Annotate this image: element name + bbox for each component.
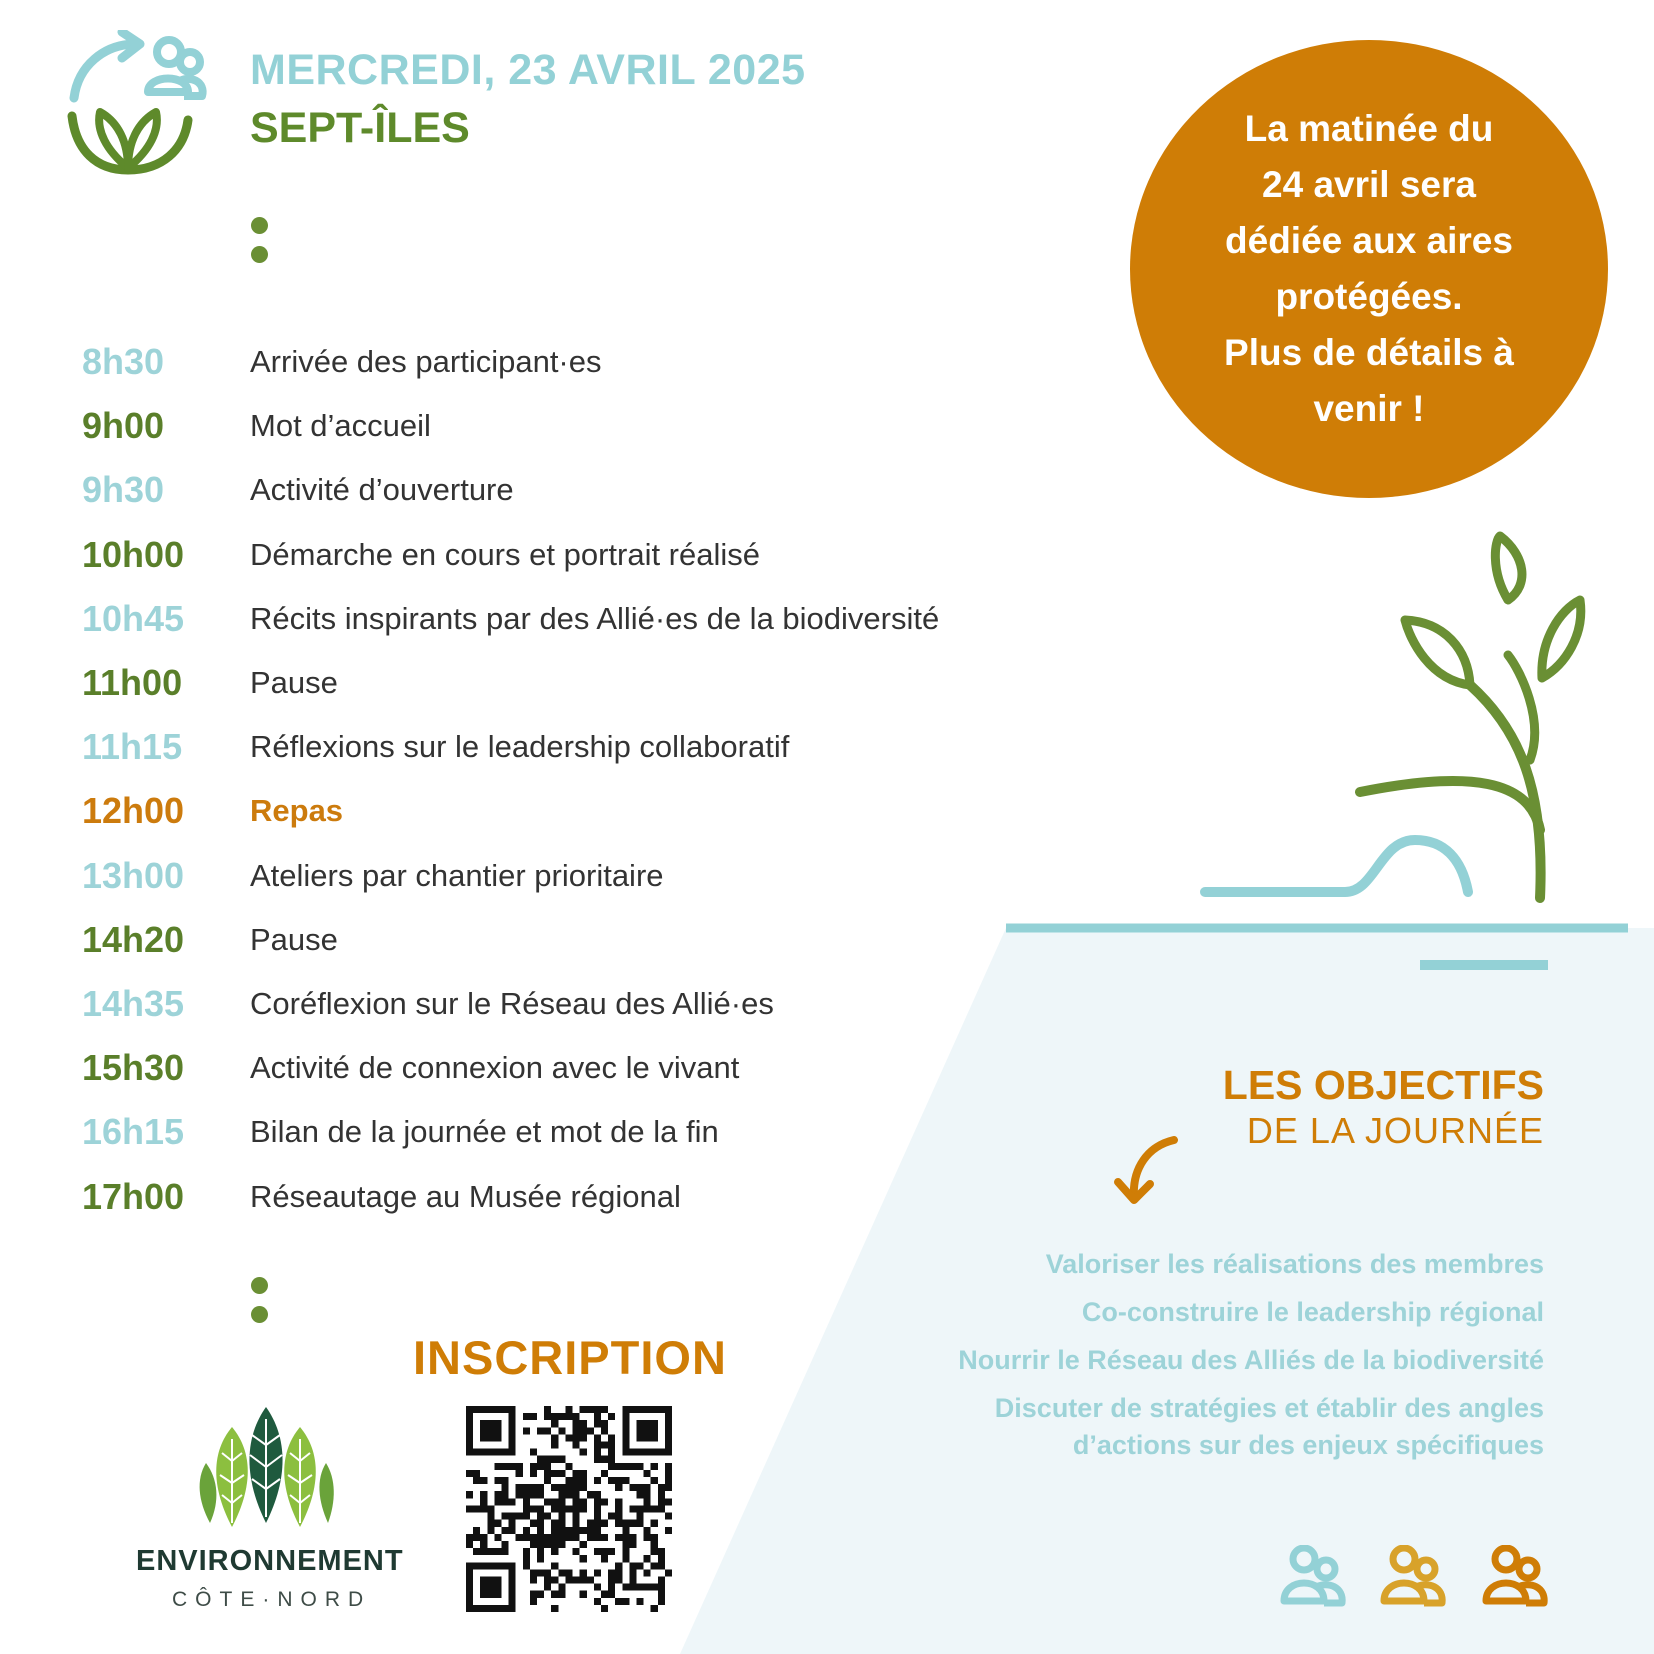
activity: Mot d’accueil — [250, 408, 431, 444]
notice-line: venir ! — [1313, 388, 1425, 429]
schedule — [82, 330, 1042, 1229]
objectives-title: LES OBJECTIFS — [1222, 1062, 1544, 1108]
activity: Pause — [250, 665, 338, 701]
notice-line: protégées. — [1275, 276, 1463, 317]
time: 9h30 — [82, 469, 165, 511]
schedule-row — [82, 1036, 1042, 1100]
schedule-row — [82, 1100, 1042, 1164]
objectives-heading — [1223, 1062, 1544, 1154]
notice-circle — [1130, 40, 1608, 498]
objective-item: Valoriser les réalisations des membres — [1045, 1249, 1544, 1279]
activity: Bilan de la journée et mot de la fin — [250, 1114, 719, 1150]
notice-line: 24 avril sera — [1262, 164, 1476, 205]
activity: Récits inspirants par des Allié·es de la biodiversité — [250, 600, 940, 636]
activity: Réseautage au Musée régional — [250, 1178, 681, 1214]
objective-item: d’actions sur des enjeux spécifiques — [1072, 1430, 1544, 1460]
schedule-row — [82, 458, 1042, 522]
schedule-row — [82, 330, 1042, 394]
environnement-cote-nord-logo — [196, 1405, 336, 1530]
objectives-subtitle: DE LA JOURNÉE — [1246, 1110, 1544, 1151]
notice-line: Plus de détails à — [1224, 332, 1514, 373]
notice-line: La matinée du — [1244, 108, 1494, 149]
activity: Réflexions sur le leadership collaboratif — [250, 729, 790, 765]
people-icon — [1378, 1545, 1448, 1607]
inscription-label: INSCRIPTION — [413, 1331, 727, 1384]
time: 10h00 — [82, 533, 185, 575]
logo-region: CÔTE·NORD — [172, 1588, 372, 1611]
schedule-row — [82, 587, 1042, 651]
divider-dots-bottom — [251, 1277, 269, 1335]
time: 11h00 — [82, 662, 183, 704]
time: 9h00 — [82, 405, 165, 447]
time: 16h15 — [82, 1111, 185, 1153]
time: 14h35 — [82, 982, 185, 1024]
time: 10h45 — [82, 597, 185, 639]
schedule-row — [82, 715, 1042, 779]
time: 12h00 — [82, 790, 185, 832]
schedule-row — [82, 779, 1042, 843]
event-city: SEPT-ÎLES — [250, 104, 470, 152]
activity: Arrivée des participant·es — [250, 344, 602, 380]
activity: Activité de connexion avec le vivant — [250, 1050, 740, 1086]
activity: Pause — [250, 921, 338, 957]
time: 17h00 — [82, 1175, 185, 1217]
recycle-people-icon — [66, 30, 216, 180]
leaf-icon — [72, 112, 188, 170]
time: 14h20 — [82, 918, 185, 960]
notice-line: dédiée aux aires — [1225, 220, 1513, 261]
schedule-row — [82, 651, 1042, 715]
schedule-row — [82, 1164, 1042, 1228]
notice-text — [1189, 101, 1549, 437]
objective-item: Discuter de stratégies et établir des angles — [994, 1393, 1544, 1423]
schedule-row — [82, 908, 1042, 972]
time: 15h30 — [82, 1047, 185, 1089]
qr-code[interactable] — [466, 1406, 672, 1612]
people-icon — [1278, 1545, 1348, 1607]
logo-name: ENVIRONNEMENT — [136, 1545, 404, 1577]
activity: Coréflexion sur le Réseau des Allié·es — [250, 985, 774, 1021]
time: 13h00 — [82, 854, 185, 896]
activity: Ateliers par chantier prioritaire — [250, 857, 664, 893]
event-date: MERCREDI, 23 AVRIL 2025 — [250, 46, 806, 94]
sprout-icon — [1200, 530, 1590, 910]
divider-dots-top — [251, 217, 269, 275]
objective-item: Co-construire le leadership régional — [1081, 1297, 1544, 1327]
time: 8h30 — [82, 341, 165, 383]
people-icon — [1480, 1545, 1550, 1607]
schedule-row — [82, 844, 1042, 908]
schedule-row — [82, 972, 1042, 1036]
arrow-down-icon — [1108, 1132, 1180, 1208]
activity: Démarche en cours et portrait réalisé — [250, 536, 761, 572]
objective-item: Nourrir le Réseau des Alliés de la biodiversité — [958, 1345, 1544, 1375]
time: 11h15 — [82, 726, 183, 768]
schedule-row — [82, 523, 1042, 587]
activity: Activité d’ouverture — [250, 472, 514, 508]
activity: Repas — [250, 793, 344, 829]
schedule-row — [82, 394, 1042, 458]
objectives-list — [824, 1246, 1544, 1475]
